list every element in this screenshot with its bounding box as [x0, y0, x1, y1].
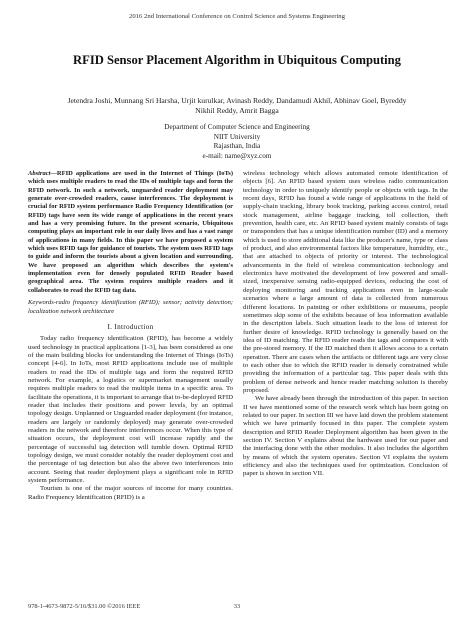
abstract [28, 170, 233, 295]
paragraph: We have already been through the introduction of this paper. In section II we have mentioned some of the research work which has been going on related to our paper. In section III we have laid down the problem statement which we have primarily focused in this paper. The complete system description and RFID Reader Deployment algorithm has been given in the section IV. Section V explains about the hardware used for our paper and the interfacing done with the other modules. It also includes the algorithm by means of which the system operates. Section VI explains the system efficiency and also the techniques used for optimization. Conclusion of paper is shown in section VII. [243, 395, 448, 478]
abstract-text: —RFID applications are used in the Internet of Things (IoTs) which uses multiple readers to read the IDs of multiple tags and form the RFID network. In such a network, unguarded reader deployment may generate over-crowded readers, cause interferences. The deployment is crucial for RFID system performance Radio Frequency Identification (or RFID) tags have seen its wide range of applications in the recent years and has a very promising future. In the present scenario, Ubiquitous computing plays an important role in our daily lives and has a vast range of applications in many fields. In this paper we have proposed a system which uses RFID tags for guidance of tourists. The system uses RFID tags to guide and inform the tourists about a given location and surrounding. We have proposed an algorithm which describes the system's implementation even for densely populated RFID Reader based geographical area. The system requires multiple readers and it collaborates to read the RFID tag data. [28, 170, 233, 294]
conference-header: 2016 2nd International Conference on Control Science and Systems Engineering [129, 13, 345, 20]
paragraph: Today radio frequency identification (RFID), has become a widely used technology in practical applications [1-3], has been considered as one of the main building blocks for understanding the Internet of Things (IoTs) concept [4-6]. In IoTs, most RFID applications include use of multiple readers to read the IDs of multiple tags and form the required RFID network. For example, a logistics or supermarket management usually requires multiple readers to read the multiple items in a specific area. To facilitate the operations, it is important to arrange that to-be-deployed RFID reader that includes their positions and power levels, by an optimal topology design. Unplanned or Unguarded reader deployment (for instance, readers are largely or randomly deployed) may generate over-crowded readers in the network and therefore interferences occur. When this type of situation occurs, the deployment cost will increase rapidly and the percentage of successful tag detection will tumble down. Optimal RFID topology design, we must consider notably the reader deployment cost and the percentage of tag detection but also the above two interferences into account. Seeing that reader deployment plays a significant role in RFID system performance. [28, 335, 233, 485]
paragraph: wireless technology which allows automated remote identification of objects [6]. An RFID based system uses wireless radio communication technology in order to uniquely identify people or objects with tags. In the recent days, RFID has found a wide range of applications in the field of supply-chain tracking, library book tracking, parking access control, retail stock management, airline baggage tracking, toll collection, theft prevention, health care, etc. An RFID based system mainly consists of tags or transponders that has a unique identification number (ID) and a memory which is used to store additional data like the producer's name, type or class of product, and also environmental factors like temperature, humidity, etc., that are attached to objects of priority or interest. The technological advancements in the field of wireless communication technology and electronics have motivated the development of low powered and small-sized, inexpensive sensing radio-equipped devices, reducing the cost of deploying monitoring and tracking applications even in large-scale scenarios where a large amount of data is collected from numerous different locations. In painting or other exhibitions or museums, people sometimes skip some of the exhibits because of less information available in the description labels. Such situation leads to the loss of interest for further desire of knowledge. RFID technology is generally based on the idea of ID matching. The RFID reader reads the tags and compares it with the pre-stored memory. If the ID matched then it allows access to a certain operation. There are cases when the artifacts or different tags are very close to each other due to which the RFID reader is densely constrained while providing the information of a particular tag. This paper deals with this problem of dense network and hence reader matching solution is thereby proposed. [243, 170, 448, 394]
abstract-label: Abstract [28, 170, 51, 177]
paragraph: Tourism is one of the major sources of income for many countries. Radio Frequency Identification (RFID) is a [28, 485, 233, 501]
page-number: 33 [233, 603, 241, 610]
authors-line-2: Nikhil Reddy, Amrit Bagga [195, 105, 279, 115]
section-heading-introduction: I. Introduction [107, 322, 154, 331]
left-column [28, 170, 233, 502]
paper-title: RFID Sensor Placement Algorithm in Ubiquitous Computing [73, 53, 401, 67]
affiliation-email: e-mail: name@xyz.com [202, 151, 272, 160]
right-column [243, 170, 448, 479]
affiliation [0, 123, 474, 161]
authors-line-1: Jetendra Joshi, Munnang Sri Harsha, Urjit kurulkar, Avinash Reddy, Dandamudi Akhil, Abhinav Goel, Byreddy [67, 96, 407, 105]
affiliation-university: NIIT University [213, 132, 261, 141]
footer-copyright: 978-1-4673-9872-5/16/$31.00 ©2016 IEEE [28, 603, 141, 610]
affiliation-state: Rajasthan, India [213, 142, 261, 151]
author-list [18, 96, 456, 115]
affiliation-dept: Department of Computer Science and Engineering [164, 123, 310, 131]
keywords: Keywords-radio frequency identification (RFID); sensor; activity detection; localization network architecture [28, 299, 233, 315]
